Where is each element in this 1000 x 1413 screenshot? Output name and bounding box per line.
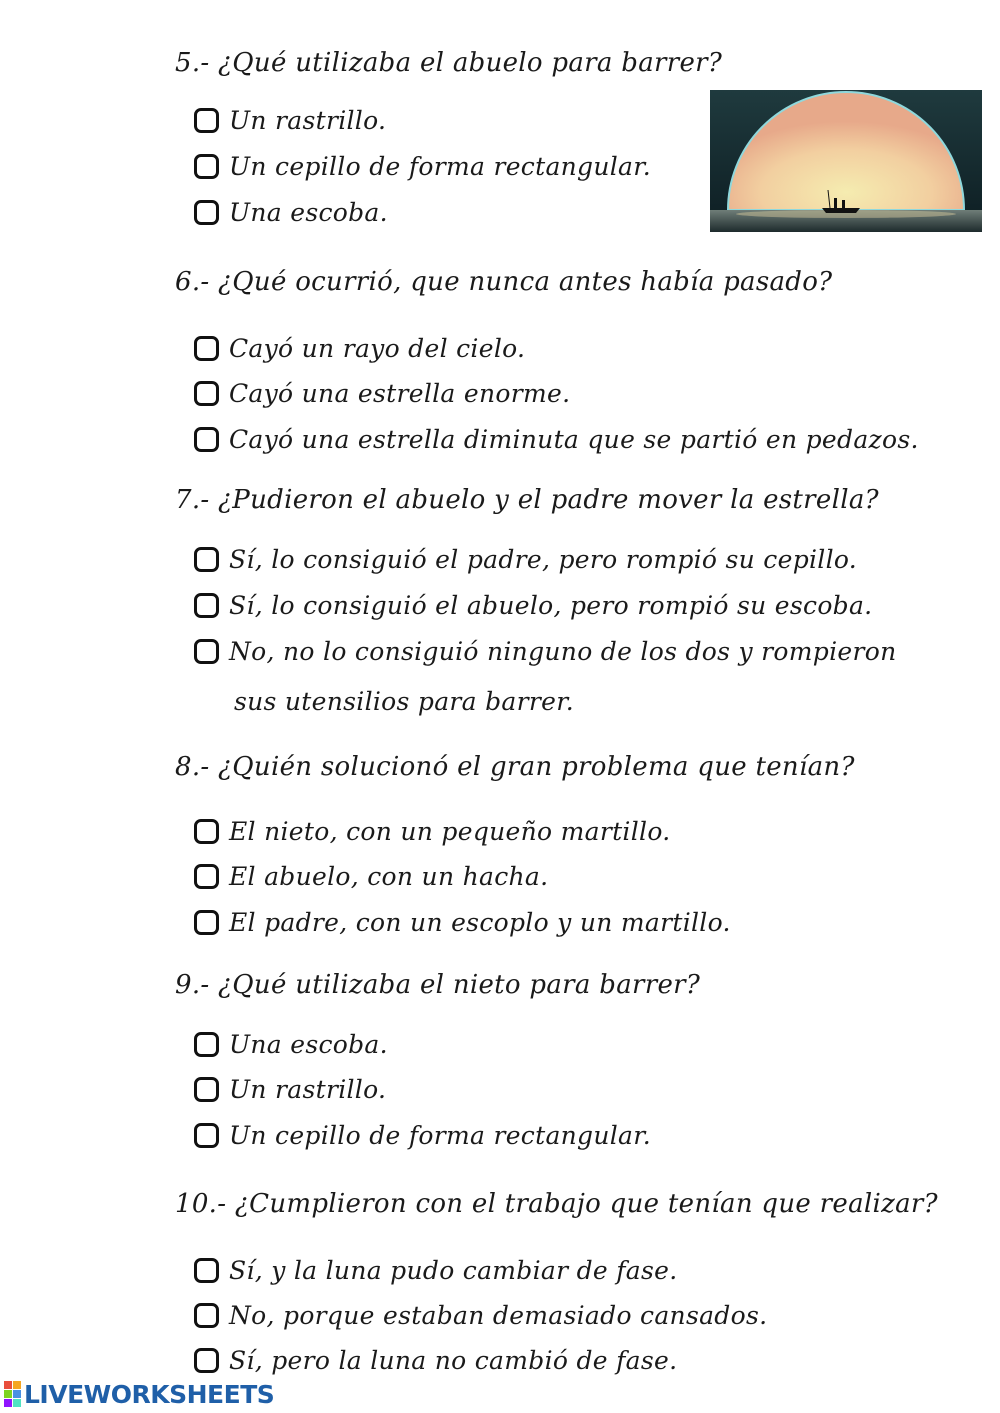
q8-option-a[interactable]	[194, 814, 670, 848]
option-label: Sí, pero la luna no cambió de fase.	[229, 1345, 678, 1375]
q6-option-b[interactable]	[194, 376, 570, 410]
moon-boat-illustration	[710, 90, 982, 232]
checkbox[interactable]	[194, 1032, 219, 1057]
q10-option-b[interactable]	[194, 1298, 767, 1332]
question-8: 8.- ¿Quién solucionó el gran problema que tenían?	[175, 752, 855, 782]
q8-option-b[interactable]	[194, 859, 548, 893]
q5-option-c[interactable]	[194, 195, 388, 229]
question-5: 5.- ¿Qué utilizaba el abuelo para barrer?	[175, 48, 723, 78]
q9-option-c[interactable]	[194, 1118, 651, 1152]
option-label: Un rastrillo.	[229, 1074, 387, 1104]
option-label: Sí, lo consiguió el abuelo, pero rompió su escoba.	[229, 590, 873, 620]
q9-option-a[interactable]	[194, 1027, 388, 1061]
checkbox[interactable]	[194, 1303, 219, 1328]
q10-option-a[interactable]	[194, 1253, 677, 1287]
checkbox[interactable]	[194, 154, 219, 179]
option-label: El abuelo, con un hacha.	[229, 861, 549, 891]
checkbox[interactable]	[194, 1258, 219, 1283]
checkbox[interactable]	[194, 593, 219, 618]
option-label: Cayó una estrella diminuta que se partió en pedazos.	[229, 424, 919, 454]
question-9: 9.- ¿Qué utilizaba el nieto para barrer?	[175, 970, 701, 1000]
option-label: No, porque estaban demasiado cansados.	[229, 1300, 768, 1330]
q7-option-c-continuation: sus utensilios para barrer.	[234, 687, 574, 716]
option-label: El nieto, con un pequeño martillo.	[229, 816, 671, 846]
brand-text: LIVEWORKSHEETS	[24, 1379, 275, 1409]
checkbox[interactable]	[194, 381, 219, 406]
checkbox[interactable]	[194, 864, 219, 889]
checkbox[interactable]	[194, 336, 219, 361]
q7-option-b[interactable]	[194, 588, 872, 622]
checkbox[interactable]	[194, 639, 219, 664]
checkbox[interactable]	[194, 910, 219, 935]
option-label: Cayó una estrella enorme.	[229, 378, 571, 408]
q8-option-c[interactable]	[194, 905, 731, 939]
checkbox[interactable]	[194, 200, 219, 225]
option-label: Sí, lo consiguió el padre, pero rompió su cepillo.	[229, 544, 858, 574]
q9-option-b[interactable]	[194, 1072, 386, 1106]
checkbox[interactable]	[194, 547, 219, 572]
option-label: Un cepillo de forma rectangular.	[229, 151, 652, 181]
q5-option-a[interactable]	[194, 103, 386, 137]
option-label: Sí, y la luna pudo cambiar de fase.	[229, 1255, 678, 1285]
q7-option-c[interactable]	[194, 634, 896, 668]
question-10: 10.- ¿Cumplieron con el trabajo que tenían que realizar?	[175, 1189, 938, 1219]
option-label: Una escoba.	[229, 1029, 388, 1059]
option-label: Un cepillo de forma rectangular.	[229, 1120, 652, 1150]
checkbox[interactable]	[194, 427, 219, 452]
liveworksheets-branding[interactable]	[4, 1380, 274, 1408]
question-7: 7.- ¿Pudieron el abuelo y el padre mover la estrella?	[175, 485, 879, 515]
checkbox[interactable]	[194, 1123, 219, 1148]
q7-option-a[interactable]	[194, 542, 857, 576]
question-6: 6.- ¿Qué ocurrió, que nunca antes había pasado?	[175, 267, 833, 297]
checkbox[interactable]	[194, 1348, 219, 1373]
checkbox[interactable]	[194, 108, 219, 133]
option-label: No, no lo consiguió ninguno de los dos y rompieron	[229, 636, 897, 666]
option-label: Un rastrillo.	[229, 105, 387, 135]
q6-option-c[interactable]	[194, 422, 919, 456]
checkbox[interactable]	[194, 1077, 219, 1102]
option-label: Cayó un rayo del cielo.	[229, 333, 526, 363]
option-label: Una escoba.	[229, 197, 388, 227]
liveworksheets-logo-icon	[4, 1381, 22, 1407]
checkbox[interactable]	[194, 819, 219, 844]
q10-option-c[interactable]	[194, 1343, 677, 1377]
q6-option-a[interactable]	[194, 331, 525, 365]
q5-option-b[interactable]	[194, 149, 651, 183]
option-label: El padre, con un escoplo y un martillo.	[229, 907, 731, 937]
